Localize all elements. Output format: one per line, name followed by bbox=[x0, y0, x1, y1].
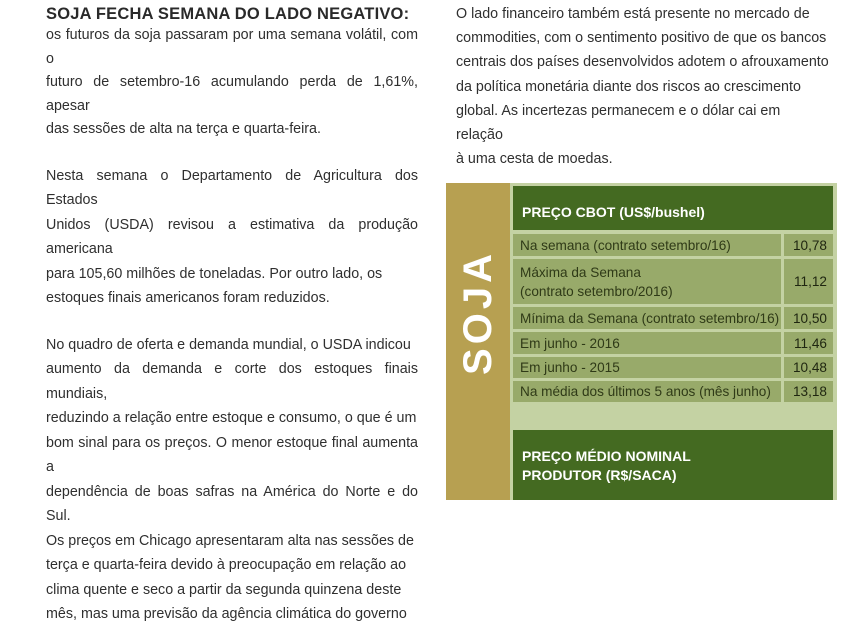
right-paragraph bbox=[456, 2, 830, 171]
row-label: Em junho - 2015 bbox=[513, 357, 781, 378]
paragraph-2 bbox=[46, 164, 418, 311]
price-panel bbox=[510, 183, 837, 500]
text-line: centrais dos países desenvolvidos adotem o afrouxamento bbox=[456, 54, 829, 71]
right-column bbox=[456, 0, 830, 171]
row-label: Máxima da Semana (contrato setembro/2016) bbox=[513, 259, 781, 304]
price-row bbox=[513, 259, 833, 304]
row-label: Em junho - 2016 bbox=[513, 332, 781, 354]
left-column bbox=[46, 0, 418, 627]
text-line: futuro de setembro-16 acumulando perda de 1,61%, apesar bbox=[46, 74, 418, 114]
price-row bbox=[513, 307, 833, 329]
article-heading: SOJA FECHA SEMANA DO LADO NEGATIVO: bbox=[46, 5, 410, 23]
row-value: 11,12 bbox=[784, 259, 833, 304]
text-line: reduzindo a relação entre estoque e consumo, o que é um bbox=[46, 410, 417, 426]
price-rows bbox=[513, 234, 833, 405]
row-label: Mínima da Semana (contrato setembro/16) bbox=[513, 307, 781, 329]
text-line: terça e quarta-feira devido à preocupação em relação ao bbox=[46, 557, 407, 573]
text-line: clima quente e seco a partir da segunda quinzena deste bbox=[46, 581, 402, 598]
row-value: 11,46 bbox=[784, 332, 833, 354]
row-value: 10,50 bbox=[784, 307, 833, 329]
price-row bbox=[513, 332, 833, 354]
text-line: estoques finais americanos foram reduzidos. bbox=[46, 290, 330, 306]
row-value: 10,78 bbox=[784, 234, 833, 256]
cbot-price-header bbox=[513, 186, 833, 230]
text-line: Unidos (USDA) revisou a estimativa da produção americana bbox=[46, 216, 418, 257]
price-row bbox=[513, 234, 833, 256]
text-line: commodities, com o sentimento positivo de que os bancos bbox=[456, 30, 827, 47]
producer-price-title-line1: PREÇO MÉDIO NOMINAL bbox=[522, 448, 691, 464]
price-row bbox=[513, 381, 833, 402]
text-line: os futuros da soja passaram por uma semana volátil, com o bbox=[46, 27, 418, 67]
producer-price-title-line2: PRODUTOR (R$/SACA) bbox=[522, 467, 677, 483]
row-label: Na média dos últimos 5 anos (mês junho) bbox=[513, 381, 781, 402]
price-row bbox=[513, 357, 833, 378]
text-line: para 105,60 milhões de toneladas. Por outro lado, os bbox=[46, 265, 383, 282]
text-line: Nesta semana o Departamento de Agricultura dos Estados bbox=[46, 167, 418, 208]
text-line: global. As incertezas permanecem e o dólar cai em relação bbox=[456, 102, 781, 144]
text-line: aumento da demanda e corte dos estoques finais mundiais, bbox=[46, 361, 418, 402]
text-line: mês, mas uma previsão da agência climática do governo bbox=[46, 606, 407, 622]
text-line: No quadro de oferta e demanda mundial, o USDA indicou bbox=[46, 336, 411, 353]
paragraph-3 bbox=[46, 333, 418, 627]
soja-side-label bbox=[446, 232, 510, 392]
cbot-price-title: PREÇO CBOT (US$/bushel) bbox=[522, 204, 705, 220]
soja-label-text: SOJA bbox=[455, 249, 500, 375]
text-line: das sessões de alta na terça e quarta-feira. bbox=[46, 121, 321, 137]
producer-price-header bbox=[513, 430, 833, 500]
text-line: O lado financeiro também está presente no mercado de bbox=[456, 6, 810, 22]
row-value: 10,48 bbox=[784, 357, 833, 378]
text-line: à uma cesta de moedas. bbox=[456, 151, 613, 168]
text-line: dependência de boas safras na América do Norte e do Sul. bbox=[46, 483, 418, 524]
text-line: bom sinal para os preços. O menor estoque final aumenta a bbox=[46, 434, 418, 475]
text-line: da política monetária diante dos riscos ao crescimento bbox=[456, 78, 801, 95]
paragraph-1 bbox=[46, 24, 418, 142]
text-line: Os preços em Chicago apresentaram alta nas sessões de bbox=[46, 532, 414, 549]
row-value: 13,18 bbox=[784, 381, 833, 402]
row-label: Na semana (contrato setembro/16) bbox=[513, 234, 781, 256]
